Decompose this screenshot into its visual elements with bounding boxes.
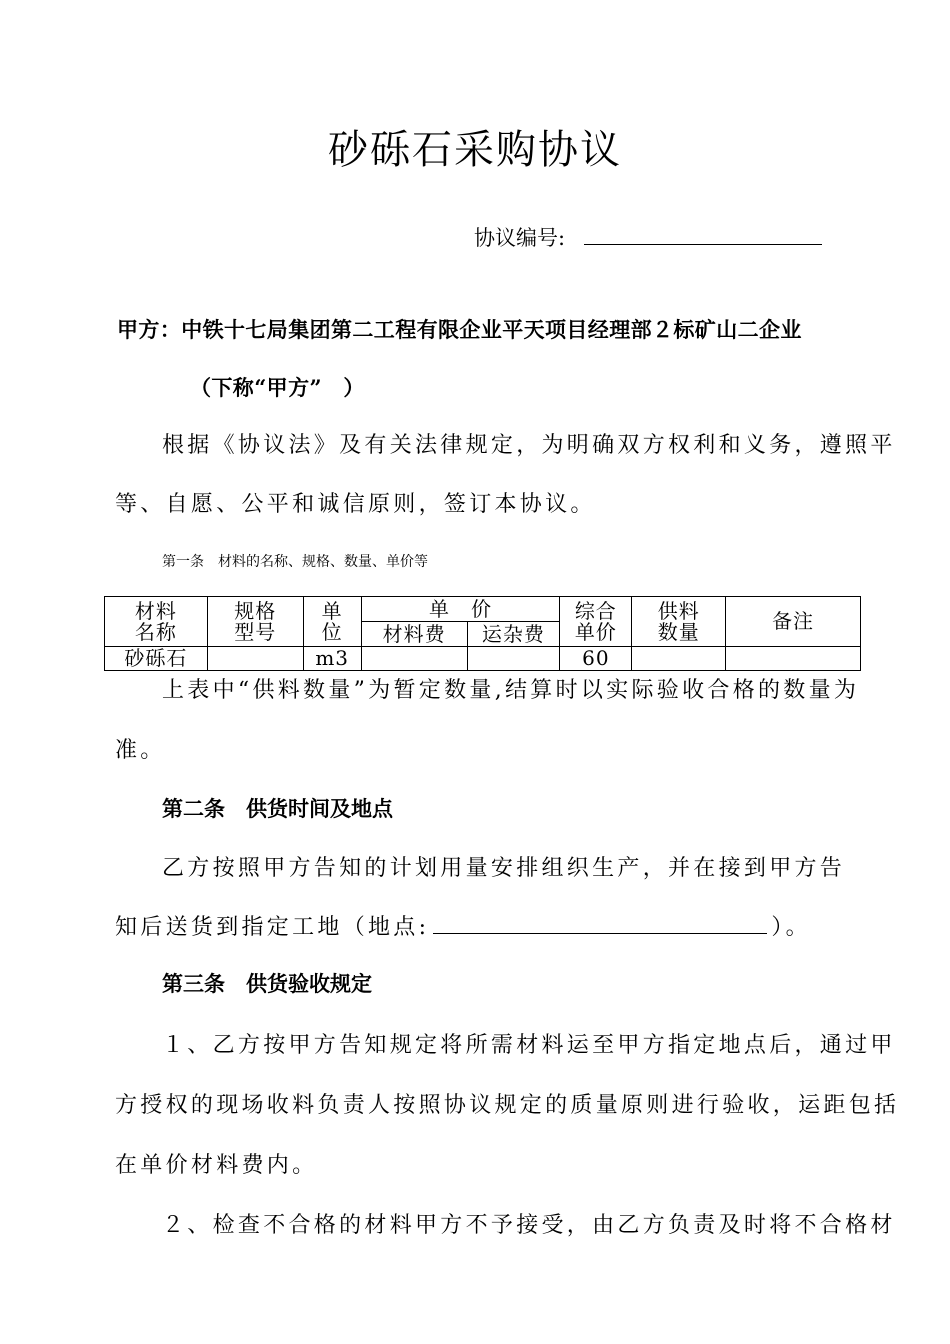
table-note-line-2: 准。 [115,738,166,763]
header-text: 综合 [574,598,617,623]
article-2-line-1: 乙方按照甲方告知的计划用量安排组织生产，并在接到甲方告 [162,856,846,881]
agreement-no-blank [584,244,822,245]
header-text: 位 [321,619,343,644]
header-spec [207,597,303,647]
article-2-line-2 [115,910,811,941]
cell-name: 砂砾石 [105,647,208,671]
header-text: 数量 [657,619,700,644]
cell-total-price: 60 [560,647,632,671]
party-a-line-1: 甲方：中铁十七局集团第二工程有限企业平天项目经理部２标矿山二企业 [117,317,802,342]
table-header-row [105,597,861,622]
article-2-heading: 第二条 供货时间及地点 [162,796,393,821]
article-2-line-2-suffix: ）。 [771,915,811,940]
header-transport-fee: 运杂费 [467,622,560,647]
article-1-heading: 第一条 材料的名称、规格、数量、单价等 [162,554,428,570]
agreement-no-label: 协议编号: [474,226,566,250]
materials-table [104,596,861,671]
document-title: 砂砾石采购协议 [328,127,622,173]
header-total-price [560,597,632,647]
cell-transport-fee [467,647,560,671]
article-3-item-1-line-1: １、乙方按甲方告知规定将所需材料运至甲方指定地点后，通过甲 [162,1033,896,1058]
article-3-item-1-line-2: 方授权的现场收料负责人按照协议规定的质量原则进行验收，运距包括 [115,1093,900,1118]
table-note-line-1: 上表中“供料数量”为暂定数量,结算时以实际验收合格的数量为 [162,678,860,703]
header-text: 材料 [134,598,177,623]
header-text: 单 [321,598,343,623]
header-text: 单价 [574,619,617,644]
header-text: 规格 [234,598,277,623]
header-unit-price: 单 价 [361,597,560,622]
article-2-line-2-prefix: 知后送货到指定工地（地点: [115,915,430,940]
cell-spec [207,647,303,671]
header-material-name [105,597,208,647]
cell-remark [726,647,861,671]
cell-material-fee [361,647,467,671]
party-a-line-2: （下称“甲方” ） [190,375,365,400]
table-row [105,647,861,671]
intro-line-1: 根据《协议法》及有关法律规定，为明确双方权利和义务，遵照平 [162,433,896,458]
article-3-heading: 第三条 供货验收规定 [162,971,372,996]
header-material-fee: 材料费 [361,622,467,647]
header-remark: 备注 [726,597,861,647]
header-quantity [632,597,726,647]
cell-quantity [632,647,726,671]
intro-line-2: 等、自愿、公平和诚信原则，签订本协议。 [115,492,596,517]
header-text: 名称 [134,619,177,644]
header-text: 型号 [234,619,277,644]
header-unit [303,597,361,647]
location-blank [433,933,767,934]
article-3-item-2-line-1: ２、检查不合格的材料甲方不予接受，由乙方负责及时将不合格材 [162,1213,896,1238]
article-3-item-1-line-3: 在单价材料费内。 [115,1153,318,1178]
cell-unit: m3 [303,647,361,671]
header-text: 供料 [657,598,700,623]
